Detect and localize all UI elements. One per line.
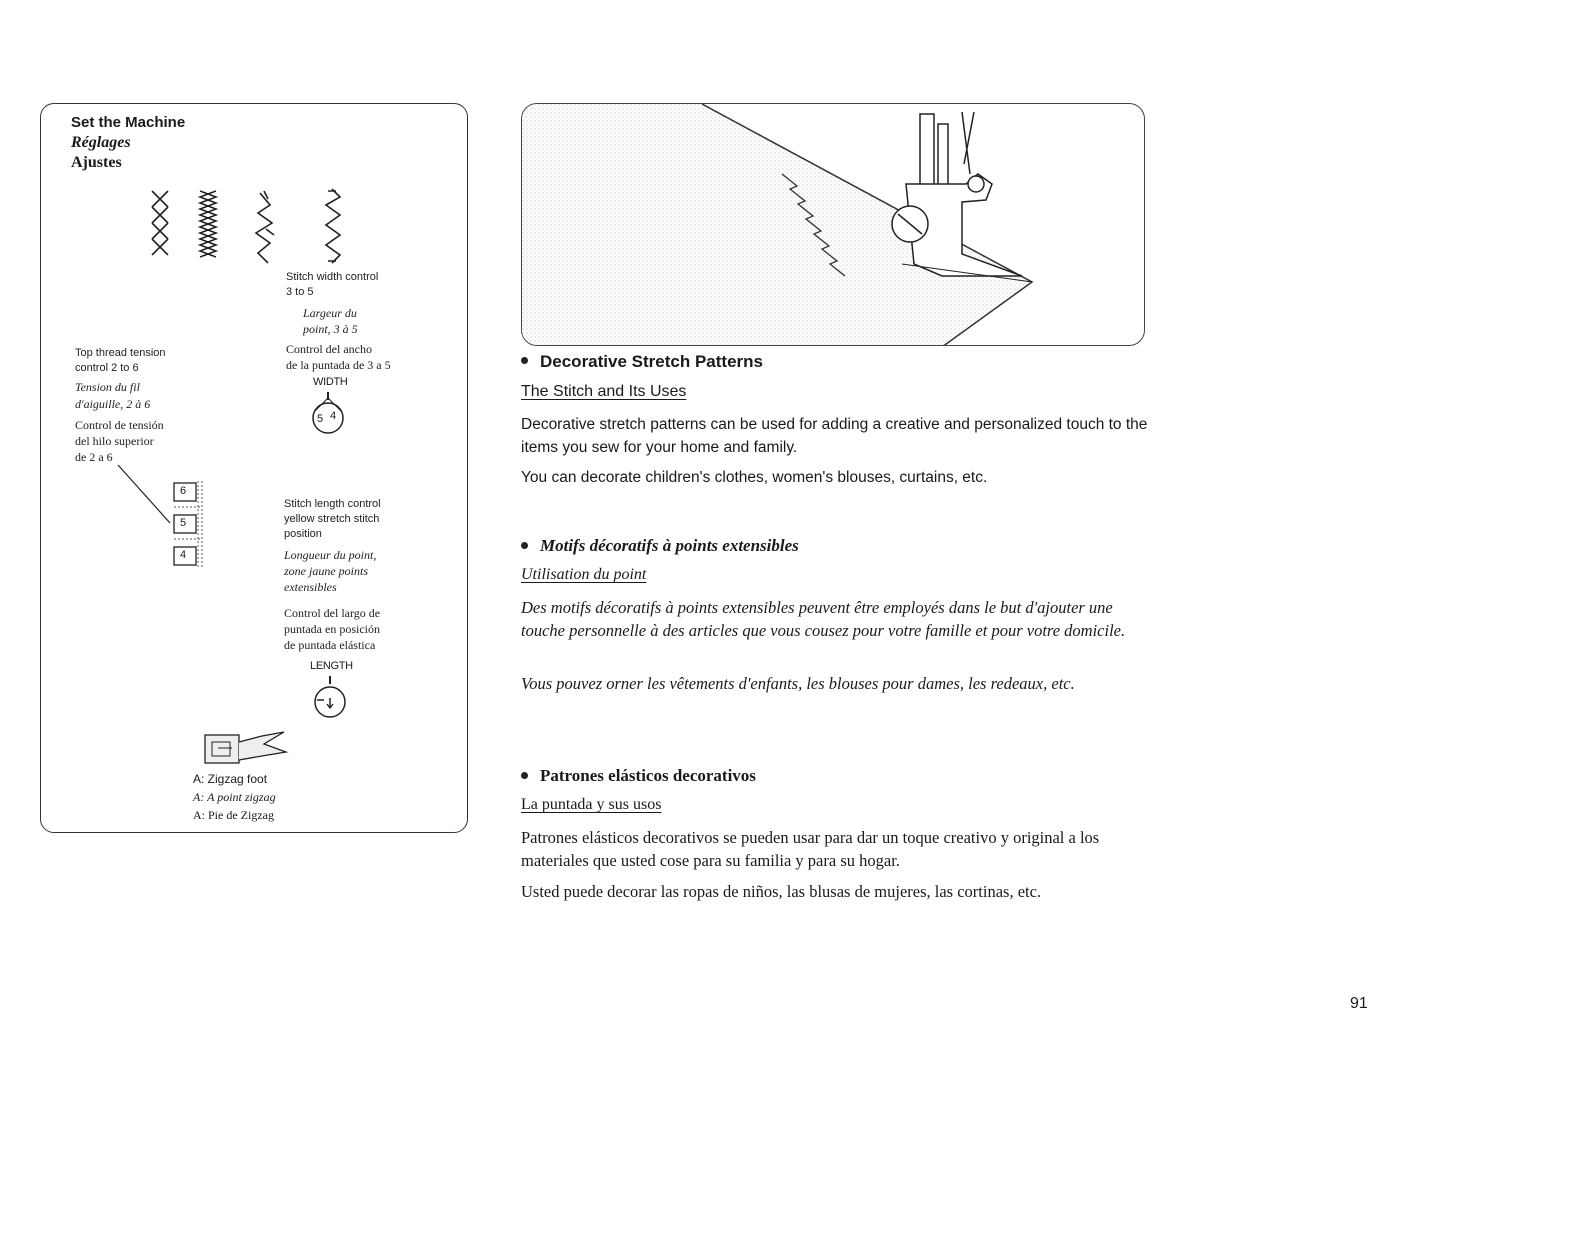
length-label-en-3: position	[284, 528, 322, 540]
heading-es: Patrones elásticos decorativos	[521, 766, 756, 786]
width-label-en-1: Stitch width control	[286, 271, 379, 283]
zigzag-foot-icon	[204, 730, 294, 770]
width-label-fr-1: Largeur du	[303, 306, 357, 320]
paragraph-es-2: Usted puede decorar las ropas de niños, las blusas de mujeres, las cortinas, etc.	[521, 882, 1042, 901]
tension-dial-value-6: 6	[180, 485, 187, 497]
length-label-fr-1: Longueur du point,	[284, 548, 377, 562]
length-label-fr-3: extensibles	[284, 580, 337, 594]
length-dial-label: LENGTH	[310, 660, 353, 672]
fabric-illustration	[522, 104, 1145, 346]
tension-label-en-1: Top thread tension	[75, 347, 166, 359]
tension-label-fr-1: Tension du fil	[75, 380, 140, 394]
bullet-icon	[521, 772, 528, 779]
foot-label-fr: A: A point zigzag	[193, 790, 276, 804]
subheading-es: La puntada y sus usos	[521, 796, 662, 813]
bullet-icon	[521, 542, 528, 549]
paragraph-fr-1: Des motifs décoratifs à points extensibles peuvent être employés dans le but d'ajouter une touche personnelle à des articles que vous cousez pour votre famille et pour votre domicile.	[521, 598, 1126, 640]
length-dial-icon	[310, 676, 350, 722]
paragraph-en-1: Decorative stretch patterns can be used for adding a creative and personalized touch to the items you sew for your home and family.	[521, 416, 1148, 456]
width-label-es-1: Control del ancho	[286, 342, 372, 356]
paragraph-es-1: Patrones elásticos decorativos se pueden usar para dar un toque creativo y original a los materiales que usted cose para su familia y para su hogar.	[521, 828, 1100, 870]
tension-label-fr-2: d'aiguille, 2 à 6	[75, 397, 151, 411]
paragraph-fr-2: Vous pouvez orner les vêtements d'enfants, les blouses pour dames, les redeaux, etc.	[521, 674, 1075, 693]
tension-label-es-2: del hilo superior	[75, 434, 154, 448]
panel-title-es: Ajustes	[71, 154, 122, 171]
length-label-es-2: puntada en posición	[284, 622, 380, 636]
panel-title-en: Set the Machine	[71, 114, 186, 131]
width-dial-value-right: 4	[330, 410, 337, 422]
tension-label-es-3: de 2 a 6	[75, 450, 113, 464]
tension-label-es-1: Control de tensión	[75, 418, 164, 432]
width-label-es-2: de la puntada de 3 a 5	[286, 358, 391, 372]
tension-dial-value-4: 4	[180, 549, 187, 561]
length-label-en-2: yellow stretch stitch	[284, 513, 380, 525]
foot-label-es: A: Pie de Zigzag	[193, 808, 274, 822]
tension-dial-value-5: 5	[180, 517, 187, 529]
length-label-fr-2: zone jaune points	[284, 564, 368, 578]
width-label-en-2: 3 to 5	[286, 286, 314, 298]
subheading-en: The Stitch and Its Uses	[521, 383, 687, 400]
length-label-es-3: de puntada elástica	[284, 638, 376, 652]
bullet-icon	[521, 357, 528, 364]
width-dial-value-left: 5	[317, 413, 324, 425]
panel-title-fr: Réglages	[71, 134, 131, 151]
stitch-pattern-icons	[140, 185, 360, 275]
paragraph-en-2: You can decorate children's clothes, women's blouses, curtains, etc.	[521, 469, 988, 486]
tension-label-en-2: control 2 to 6	[75, 362, 139, 374]
page-number: 91	[1350, 995, 1368, 1012]
length-label-en-1: Stitch length control	[284, 498, 381, 510]
sewing-machine-photo	[521, 103, 1145, 346]
heading-en: Decorative Stretch Patterns	[521, 352, 763, 372]
heading-fr: Motifs décoratifs à points extensibles	[521, 536, 799, 556]
length-label-es-1: Control del largo de	[284, 606, 381, 620]
width-dial-label: WIDTH	[313, 376, 348, 388]
width-dial-icon	[308, 392, 348, 438]
width-label-fr-2: point, 3 à 5	[303, 322, 358, 336]
foot-label-en: A: Zigzag foot	[193, 772, 268, 786]
subheading-fr: Utilisation du point	[521, 566, 647, 583]
tension-dial-icon	[110, 465, 210, 575]
